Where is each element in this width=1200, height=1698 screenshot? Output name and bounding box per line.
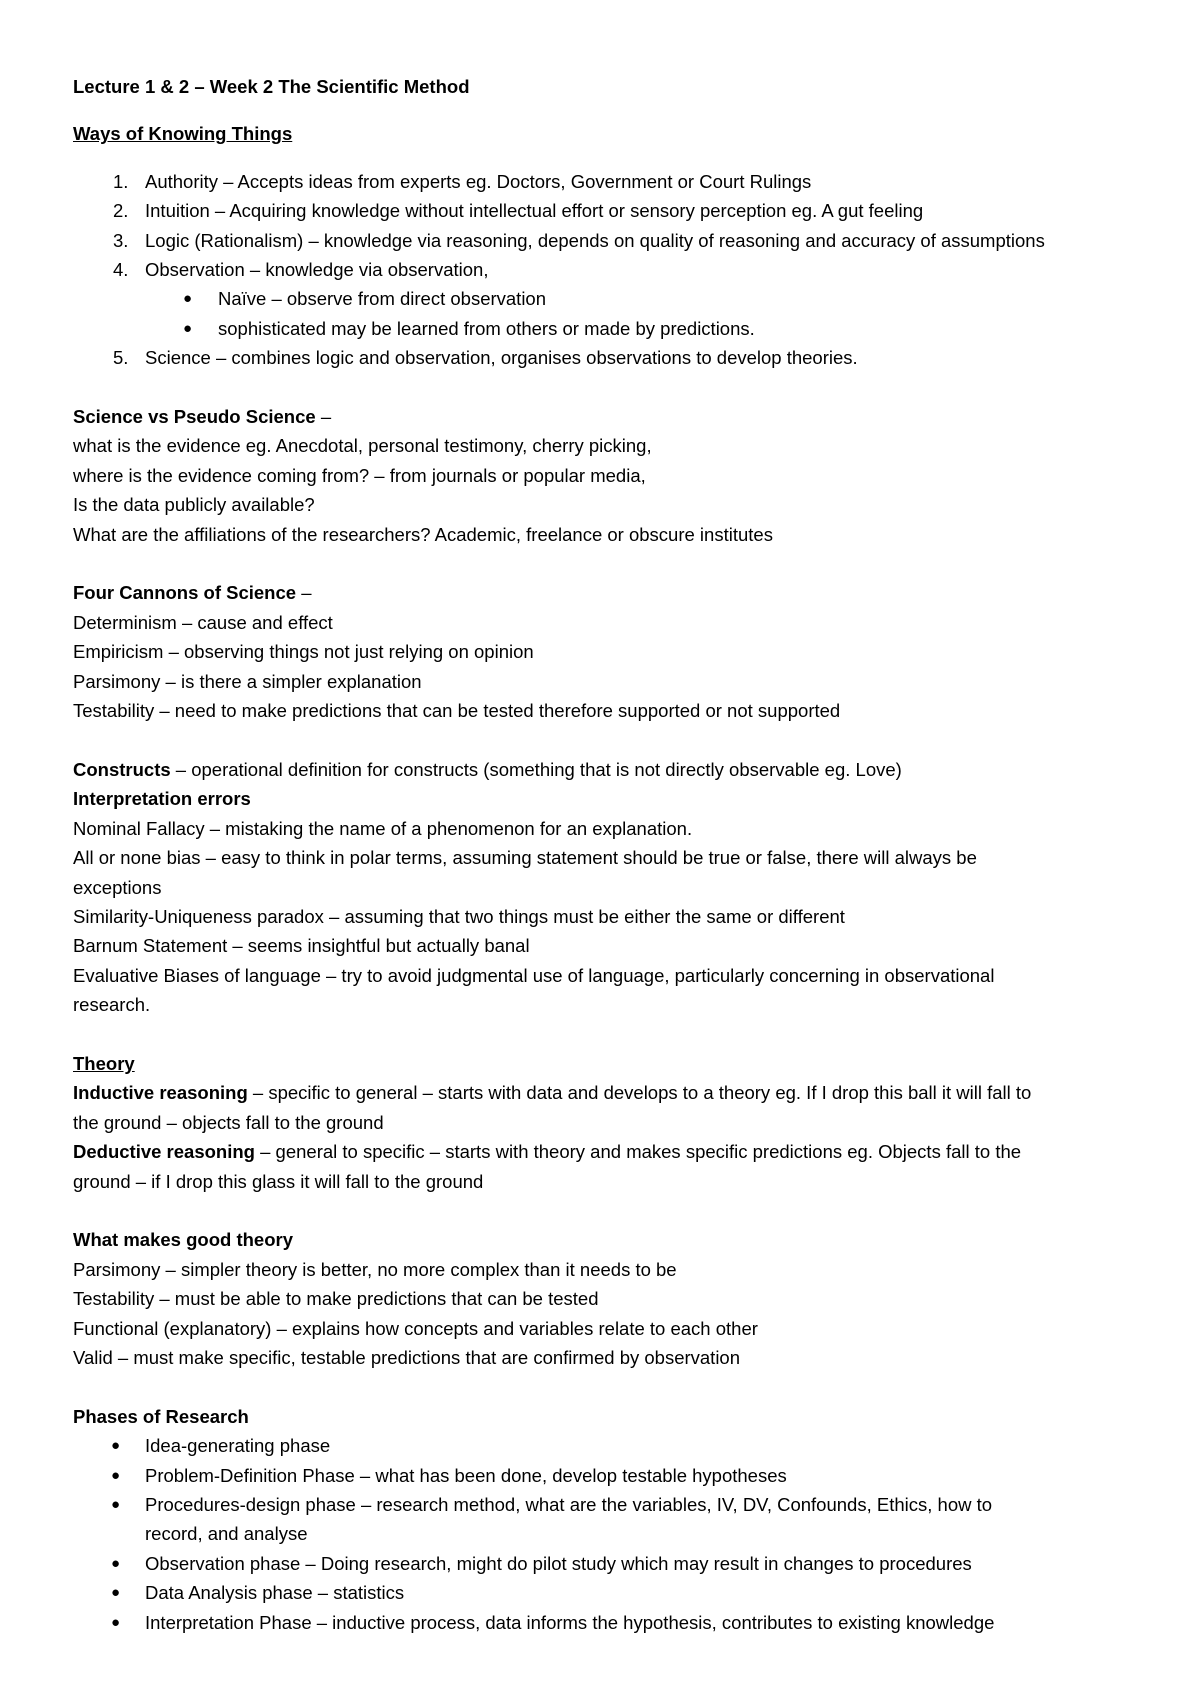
page-title: Lecture 1 & 2 – Week 2 The Scientific Method — [73, 76, 470, 97]
list-item: ● Problem-Definition Phase – what has been done, develop testable hypotheses — [73, 1461, 1153, 1490]
bullet-icon: ● — [111, 1496, 121, 1513]
text-line: All or none bias – easy to think in polar terms, assuming statement should be true or false, there will always be — [73, 847, 977, 869]
list-item: ● Idea-generating phase — [73, 1431, 1153, 1460]
inductive-line: Inductive reasoning – specific to general – starts with data and develops to a theory eg. If I drop this ball it will fall to — [73, 1082, 1032, 1104]
text-line: what is the evidence eg. Anecdotal, personal testimony, cherry picking, — [73, 435, 652, 457]
pseudo-heading: Science vs Pseudo Science – — [73, 406, 332, 428]
bullet-icon: ● — [183, 290, 193, 308]
theory-heading: Theory — [73, 1052, 135, 1074]
list-item: ● Data Analysis phase – statistics — [73, 1578, 1153, 1607]
bullet-icon: ● — [111, 1466, 121, 1484]
list-item: 3. Logic (Rationalism) – knowledge via reasoning, depends on quality of reasoning and accuracy of assumptions — [113, 229, 1045, 251]
list-item: 1. Authority – Accepts ideas from experts eg. Doctors, Government or Court Rulings — [113, 170, 812, 192]
constructs-line: Constructs – operational definition for constructs (something that is not directly observable eg. Love) — [73, 758, 902, 780]
text-line: research. — [73, 994, 151, 1016]
document-content — [73, 72, 1153, 1637]
text-line: Barnum Statement – seems insightful but actually banal — [73, 935, 530, 957]
deductive-line: Deductive reasoning – general to specific – starts with theory and makes specific predictions eg. Objects fall to the — [73, 1141, 1022, 1163]
list-item: 4. Observation – knowledge via observation, — [113, 259, 489, 281]
sub-list-item: ● Naïve – observe from direct observation — [73, 284, 1153, 313]
sub-list-item: ● sophisticated may be learned from others or made by predictions. — [73, 314, 1153, 343]
text-line: exceptions — [73, 876, 162, 898]
list-item: ● Observation phase – Doing research, might do pilot study which may result in changes to procedures — [73, 1549, 1153, 1578]
bullet-icon: ● — [111, 1437, 121, 1455]
text-line: the ground – objects fall to the ground — [73, 1111, 384, 1133]
text-line: Nominal Fallacy – mistaking the name of a phenomenon for an explanation. — [73, 817, 693, 839]
list-item: 5. Science – combines logic and observation, organises observations to develop theories. — [113, 347, 858, 369]
phases-heading: Phases of Research — [73, 1405, 249, 1427]
text-line: Parsimony – simpler theory is better, no more complex than it needs to be — [73, 1258, 677, 1280]
bullet-icon: ● — [111, 1554, 121, 1572]
text-line: Determinism – cause and effect — [73, 611, 333, 633]
text-line: Testability – need to make predictions that can be tested therefore supported or not supported — [73, 700, 841, 722]
errors-heading: Interpretation errors — [73, 788, 251, 810]
list-item: 2. Intuition – Acquiring knowledge without intellectual effort or sensory perception eg. A gut feeling — [113, 200, 924, 222]
text-line: Empiricism – observing things not just relying on opinion — [73, 641, 534, 663]
text-line: ground – if I drop this glass it will fall to the ground — [73, 1170, 484, 1192]
text-line: Functional (explanatory) – explains how concepts and variables relate to each other — [73, 1317, 758, 1339]
bullet-icon: ● — [111, 1584, 121, 1602]
good-theory-heading: What makes good theory — [73, 1229, 293, 1251]
text-line: Valid – must make specific, testable predictions that are confirmed by observation — [73, 1346, 741, 1368]
bullet-icon: ● — [183, 319, 193, 337]
text-line: Parsimony – is there a simpler explanation — [73, 670, 422, 692]
ways-heading: Ways of Knowing Things — [73, 123, 293, 145]
bullet-icon: ● — [111, 1613, 121, 1631]
cannons-heading: Four Cannons of Science – — [73, 582, 312, 604]
text-line: What are the affiliations of the researchers? Academic, freelance or obscure institutes — [73, 523, 773, 545]
text-line: Evaluative Biases of language – try to avoid judgmental use of language, particularly concerning in observational — [73, 964, 995, 986]
text-line: Similarity-Uniqueness paradox – assuming that two things must be either the same or different — [73, 905, 845, 927]
text-line: Testability – must be able to make predictions that can be tested — [73, 1288, 599, 1310]
list-item: ● Interpretation Phase – inductive process, data informs the hypothesis, contributes to existing knowledge — [73, 1608, 1153, 1637]
text-line: where is the evidence coming from? – from journals or popular media, — [73, 464, 646, 486]
list-item: ● Procedures-design phase – research method, what are the variables, IV, DV, Confounds, Ethics, how to — [73, 1490, 1153, 1519]
text-line: Is the data publicly available? — [73, 494, 315, 516]
list-item-continuation: record, and analyse — [145, 1523, 308, 1545]
